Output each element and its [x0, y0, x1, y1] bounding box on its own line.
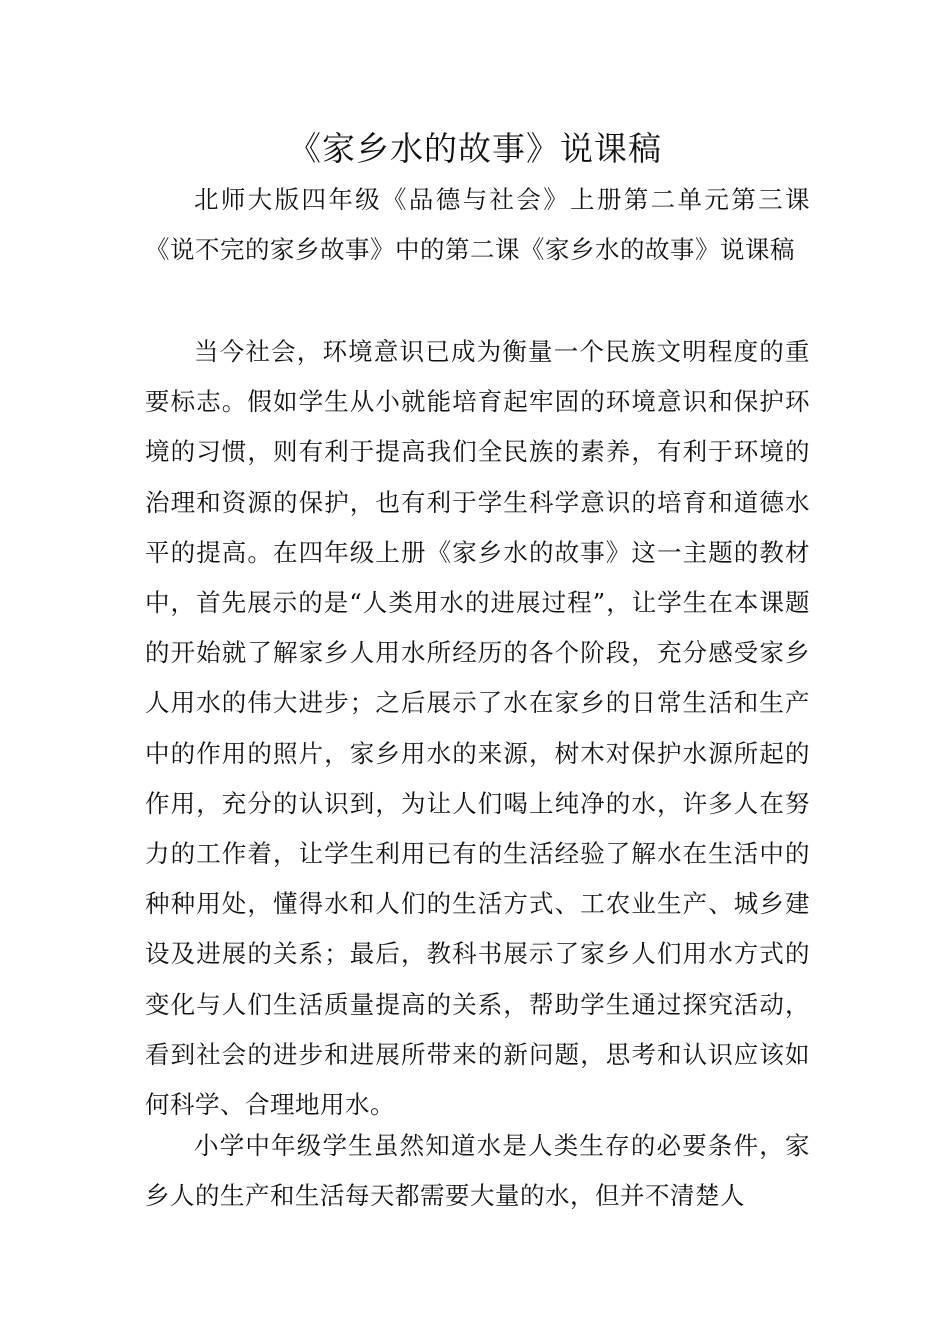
- paragraph-background: 当今社会，环境意识已成为衡量一个民族文明程度的重要标志。假如学生从小就能培育起牢固的环境意识和保护环境的习惯，则有利于提高我们全民族的素养，有利于环境的治理和资源的保护，也有利于学生科学意识的培育和道德水平的提高。在四年级上册《家乡水的故事》这一主题的教材中，首先展示的是“人类用水的进展过程”，让学生在本课题的开始就了解家乡人用水所经历的各个阶段，充分感受家乡人用水的伟大进步；之后展示了水在家乡的日常生活和生产中的作用的照片，家乡用水的来源，树木对保护水源所起的作用，充分的认识到，为让人们喝上纯净的水，许多人在努力的工作着，让学生利用已有的生活经验了解水在生活中的种种用处，懂得水和人们的生活方式、工农业生产、城乡建设及进展的关系；最后，教科书展示了家乡人们用水方式的变化与人们生活质量提高的关系，帮助学生通过探究活动，看到社会的进步和进展所带来的新问题，思考和认识应该如何科学、合理地用水。: [145, 337, 810, 1120]
- paragraph-students: 小学中年级学生虽然知道水是人类生存的必要条件，家乡人的生产和生活每天都需要大量的水，但并不清楚人: [145, 1131, 810, 1211]
- paragraph-intro: 北师大版四年级《品德与社会》上册第二单元第三课《说不完的家乡故事》中的第二课《家乡水的故事》说课稿: [145, 185, 810, 265]
- document-title: 《家乡水的故事》说课稿: [288, 129, 662, 168]
